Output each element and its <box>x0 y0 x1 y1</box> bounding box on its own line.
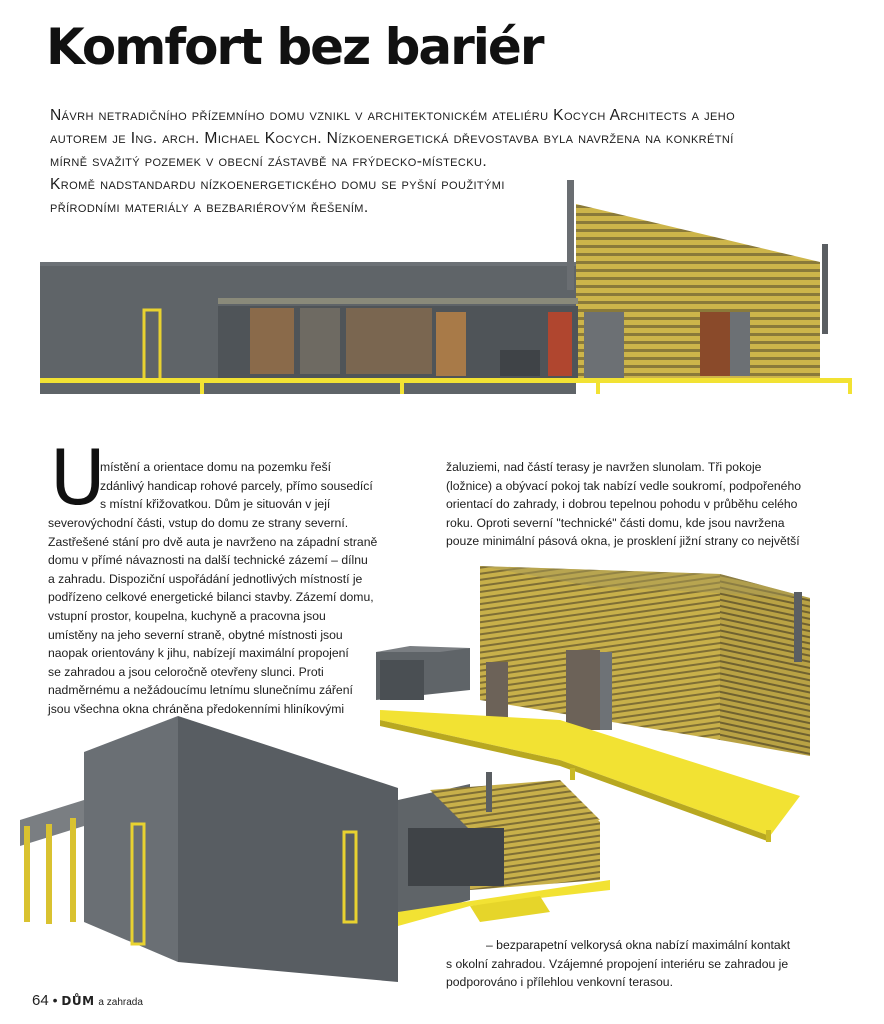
page-footer <box>32 992 143 1009</box>
caption-line: s okolní zahradou. Vzájemné propojení interiéru se zahradou je <box>446 956 789 971</box>
text-line: jsou všechna okna chráněna předokenními hliníkovými <box>48 701 345 716</box>
text-line: naopak orientovány k jihu, nabízejí maximální propojení <box>48 646 349 661</box>
lead-line: Kromě nadstandardu nízkoenergetického domu se pyšní použitými <box>50 176 505 193</box>
magazine-subtitle: a zahrada <box>98 997 143 1008</box>
text-line: vstupní prostor, koupelna, kuchyně a pracovna jsou <box>48 608 326 623</box>
text-line: pouze minimální pásová okna, je prosklení jižní strany co největší <box>446 534 800 549</box>
text-line: umístěny na jeho severní straně, obytné místnosti jsou <box>48 627 343 642</box>
lead-line: autorem je Ing. arch. Michael Kocych. Nízkoenergetická dřevostavba byla navržena na konkrétní <box>50 130 734 147</box>
text-line: zdánlivý handicap rohové parcely, přímo sousedící <box>100 478 373 493</box>
text-line: a zahradu. Dispoziční uspořádání jednotlivých místností je <box>48 571 363 586</box>
text-line: s místní křižovatkou. Dům je situován v její <box>100 497 331 512</box>
column-1-intro <box>100 458 373 514</box>
text-line: Zastřešené stání pro dvě auta je navrženo na západní straně <box>48 534 378 549</box>
caption <box>446 936 790 992</box>
page-title: Komfort bez bariér <box>46 18 543 76</box>
text-line: podřízeno celkové energetické bilanci stavby. Zázemí domu, <box>48 590 374 605</box>
text-line: nadměrnému a nežádoucímu letnímu slunečnímu záření <box>48 683 353 698</box>
elevation-drawing <box>40 180 852 394</box>
text-line: domu v přímé návaznosti na další technické zázemí – dílnu <box>48 553 368 568</box>
text-line: žaluziemi, nad částí terasy je navržen slunolam. Tři pokoje <box>446 460 762 474</box>
text-line: severovýchodní části, vstup do domu ze strany severní. <box>48 516 349 530</box>
caption-line: podporováno i přílehlou venkovní terasou. <box>446 975 673 990</box>
text-line: roku. Oproti severní "technické" části domu, kde jsou navržena <box>446 515 785 530</box>
column-1-body <box>48 514 377 719</box>
drop-cap: U <box>50 433 106 522</box>
column-2-body <box>446 458 801 551</box>
footer-dot: • <box>52 992 58 1008</box>
page-number: 64 <box>32 992 49 1009</box>
caption-line: – bezparapetní velkorysá okna nabízí maximální kontakt <box>486 938 791 952</box>
magazine-logo: DŮM <box>61 994 95 1008</box>
lead-line: přírodními materiály a bezbariérovým řešením. <box>50 199 369 216</box>
text-line: se zahradou a jsou celoročně otevřeny slunci. Proti <box>48 664 324 679</box>
text-line: (ložnice) a obývací pokoj tak nabízí vedle soukromí, podpořeného <box>446 478 801 493</box>
text-line: místění a orientace domu na pozemku řeší <box>100 460 332 474</box>
lead-line: Návrh netradičního přízemního domu vznikl v architektonickém ateliéru Kocych Architects a jeho <box>50 107 736 124</box>
text-line: orientací do zahrady, i dobrou tepelnou pohodu v průběhu celého <box>446 497 798 512</box>
lead-line: mírně svažitý pozemek v obecní zástavbě na frýdecko-místecku. <box>50 153 488 170</box>
